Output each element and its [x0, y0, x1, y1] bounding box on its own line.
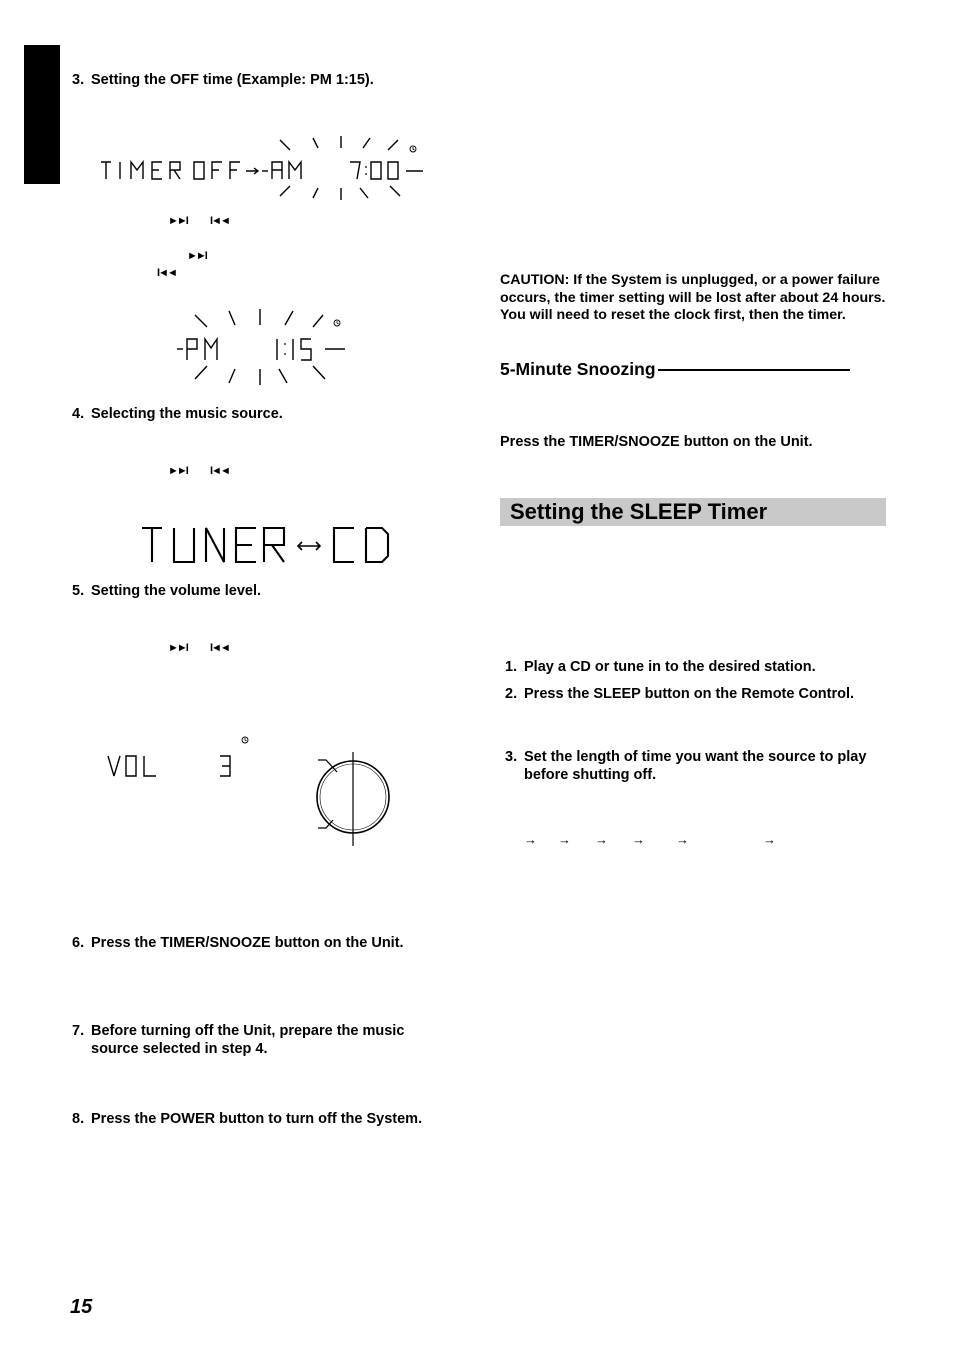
sleep-sequence-arrow: →: [595, 832, 608, 847]
sleep-timer-heading: Setting the SLEEP Timer: [500, 498, 886, 526]
prev-button-glyph: I◄◄: [210, 215, 229, 227]
step-5-heading: 5. Setting the volume level.: [72, 583, 262, 599]
caution-note: CAUTION: If the System is unplugged, or a power failure occurs, the timer setting will be lost after about 24 hours. You will need to reset the clock first, then the timer.: [500, 272, 886, 323]
source-segment-drawing: [138, 522, 398, 572]
snooze-heading: 5-Minute Snoozing: [500, 359, 850, 380]
next-button-glyph: ►►I: [168, 642, 187, 654]
page-number: 15: [70, 1296, 93, 1318]
sleep-sequence-arrow: →: [763, 832, 776, 847]
snooze-instruction: Press the TIMER/SNOOZE button on the Unit.: [500, 434, 813, 450]
volume-knob-icon: [310, 740, 400, 850]
volume-display: [100, 730, 260, 785]
next-button-glyph: ►►I: [168, 465, 187, 477]
timer-off-display: [98, 130, 428, 205]
prev-button-glyph: I◄◄: [157, 267, 176, 279]
pm-time-display: [175, 303, 355, 388]
sleep-sequence-arrow: →: [632, 832, 645, 847]
prev-button-glyph: I◄◄: [210, 642, 229, 654]
step-6-heading: 6. Press the TIMER/SNOOZE button on the Unit.: [72, 935, 404, 951]
source-display: [138, 522, 398, 572]
sleep-sequence-arrow: →: [558, 832, 571, 847]
sleep-sequence-arrow: →: [676, 832, 689, 847]
sleep-step-1: 1. Play a CD or tune in to the desired station.: [505, 659, 816, 675]
step-4-heading: 4. Selecting the music source.: [72, 406, 283, 422]
timer-off-segment-drawing: [98, 130, 428, 205]
pm-segment-drawing: [175, 303, 355, 388]
sleep-sequence-arrow: →: [524, 832, 537, 847]
step-8-heading: 8. Press the POWER button to turn off the System.: [72, 1111, 423, 1127]
prev-button-glyph: I◄◄: [210, 465, 229, 477]
step-3-heading: 3. Setting the OFF time (Example: PM 1:15).: [72, 72, 374, 88]
sleep-step-2: 2. Press the SLEEP button on the Remote Control.: [505, 686, 855, 702]
step-7-heading: 7. Before turning off the Unit, prepare the music source selected in step 4.: [72, 1023, 405, 1057]
next-button-glyph: ►►I: [187, 250, 206, 262]
language-tab: [24, 45, 60, 184]
next-button-glyph: ►►I: [168, 215, 187, 227]
volume-segment-drawing: [100, 730, 260, 785]
sleep-step-3: 3. Set the length of time you want the source to play before shutting off.: [505, 749, 867, 783]
